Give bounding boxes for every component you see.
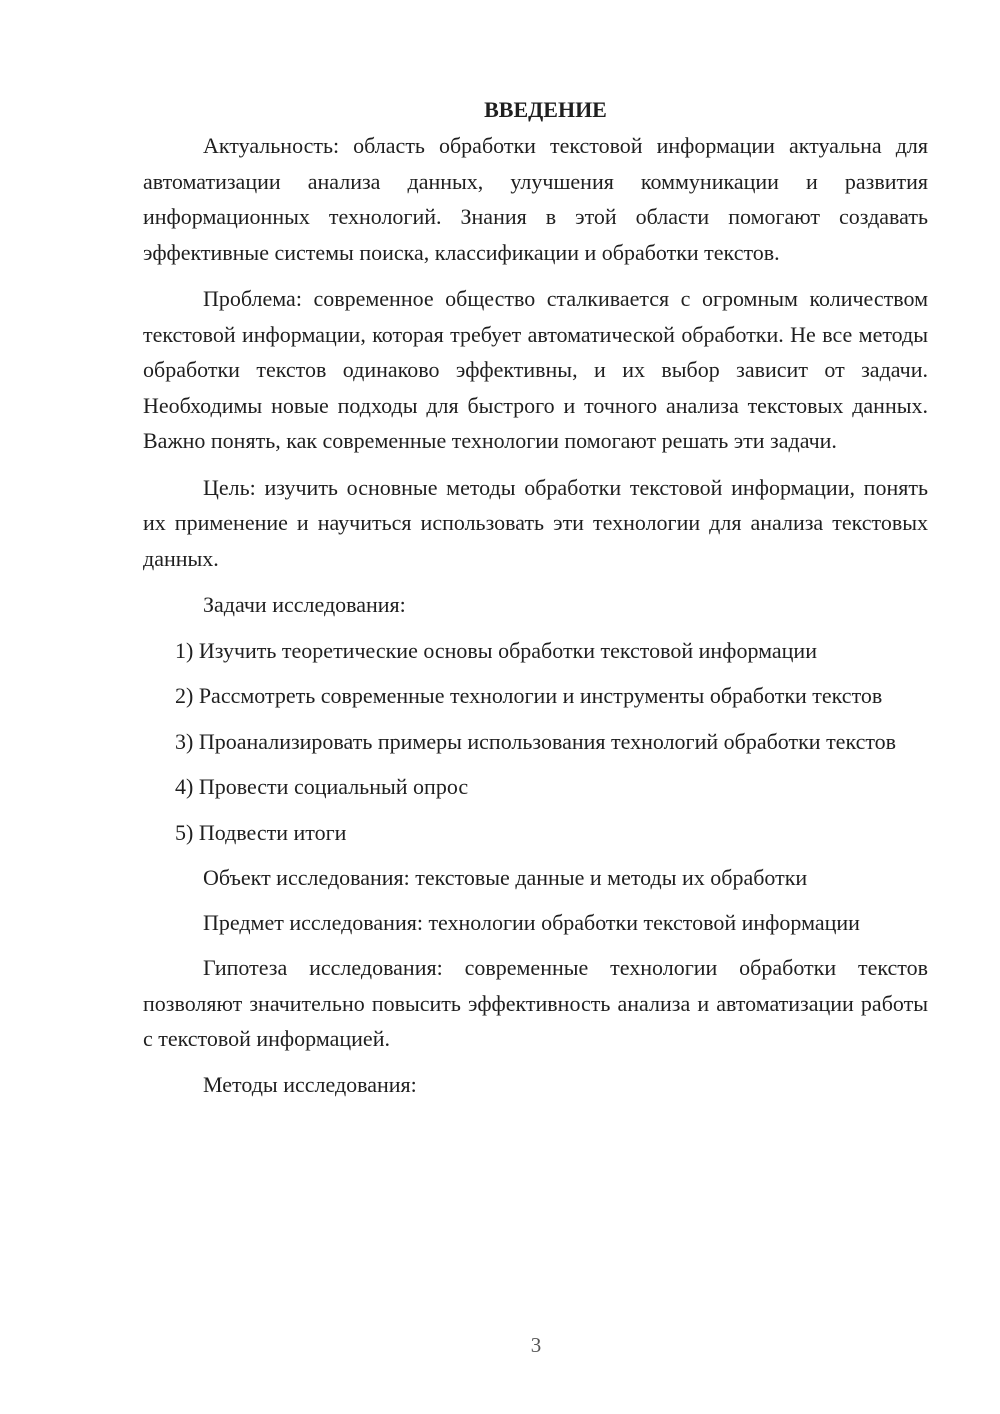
task-item-3: 3) Проанализировать примеры использования технологий обработки текстов	[175, 728, 897, 754]
task-item-1: 1) Изучить теоретические основы обработки текстовой информации	[175, 637, 817, 663]
page-number: 3	[530, 1333, 542, 1357]
methods-heading: Методы исследования:	[203, 1071, 417, 1097]
paragraph-goal: Цель: изучить основные методы обработки текстовой информации, понять их применение и научиться использовать эти технологии для анализа текстовых данных.	[143, 474, 928, 571]
tasks-heading: Задачи исследования:	[203, 592, 406, 617]
page-title: ВВЕДЕНИЕ	[484, 97, 607, 122]
task-item-2: 2) Рассмотреть современные технологии и инструменты обработки текстов	[175, 683, 883, 708]
paragraph-hypothesis: Гипотеза исследования: современные технологии обработки текстов позволяют значительно повысить эффективность анализа и автоматизации работы с текстовой информацией.	[143, 955, 928, 1051]
task-item-4: 4) Провести социальный опрос	[175, 774, 469, 799]
paragraph-relevance: Актуальность: область обработки текстовой информации актуальна для автоматизации анализа данных, улучшения коммуникации и развития информационных технологий. Знания в этой области помогают создавать эффективные системы поиска, классификации и обработки текстов.	[143, 133, 928, 265]
paragraph-object: Объект исследования: текстовые данные и методы их обработки	[203, 865, 808, 890]
paragraph-problem: Проблема: современное общество сталкивается с огромным количеством текстовой информации, которая требует автоматической обработки. Не все методы обработки текстов одинаково эффективны, и их выбор зависит от задачи. Необходимы новые подходы для быстрого и точного анализа текстовых данных. Важно понять, как современные технологии помогают решать эти задачи.	[143, 286, 928, 453]
page-content	[143, 92, 928, 1112]
paragraph-subject: Предмет исследования: технологии обработки текстовой информации	[203, 909, 860, 935]
task-item-5: 5) Подвести итоги	[175, 819, 347, 845]
